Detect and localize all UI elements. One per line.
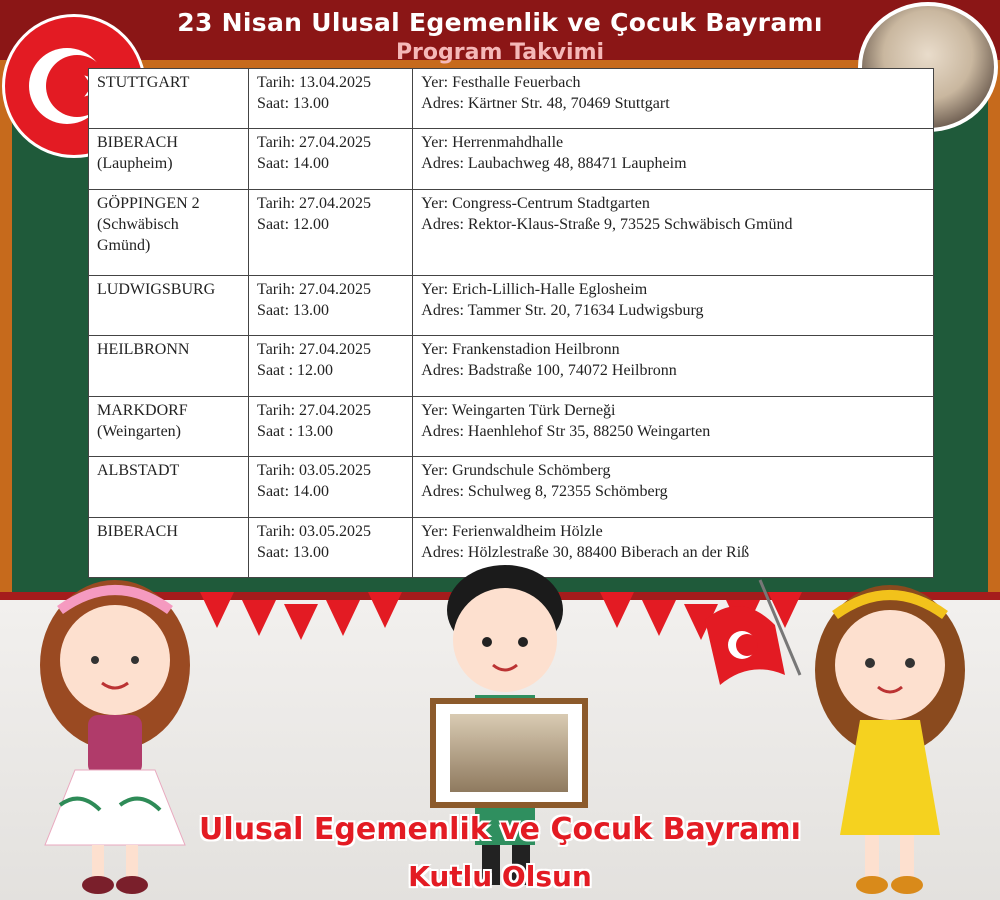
city-name: BIBERACH xyxy=(97,134,178,152)
venue-address: Adres: Kärtner Str. 48, 70469 Stuttgart xyxy=(421,95,670,112)
venue-cell xyxy=(413,129,934,189)
waving-flag-icon xyxy=(705,580,800,685)
event-date: Tarih: 13.04.2025 xyxy=(257,74,372,91)
venue-address: Adres: Tammer Str. 20, 71634 Ludwigsburg xyxy=(421,302,704,320)
date-time-cell xyxy=(249,457,413,517)
event-time: Saat: 14.00 xyxy=(257,483,330,501)
page-title: 23 Nisan Ulusal Egemenlik ve Çocuk Bayramı xyxy=(177,8,823,37)
city-name: STUTTGART xyxy=(97,74,190,91)
event-time: Saat: 12.00 xyxy=(257,215,330,233)
venue-address: Adres: Laubachweg 48, 88471 Laupheim xyxy=(421,155,687,173)
venue-address: Adres: Schulweg 8, 72355 Schömberg xyxy=(421,483,668,501)
city-cell xyxy=(89,336,249,396)
city-name: (Weingarten) xyxy=(97,422,181,440)
page-subtitle: Program Takvimi xyxy=(395,40,605,65)
schedule-table xyxy=(88,68,934,578)
event-date: Tarih: 27.04.2025 xyxy=(257,281,372,299)
city-name: (Schwäbisch xyxy=(97,215,179,233)
date-time-cell xyxy=(249,276,413,336)
date-time-cell xyxy=(249,69,413,129)
event-time: Saat: 13.00 xyxy=(257,302,330,320)
date-time-cell xyxy=(249,396,413,456)
date-time-cell xyxy=(249,517,413,577)
schedule-row xyxy=(89,276,934,336)
venue-name: Yer: Herrenmahdhalle xyxy=(421,134,564,152)
city-name: MARKDORF xyxy=(97,401,188,419)
venue-address: Adres: Hölzlestraße 30, 88400 Biberach an der Riß xyxy=(421,543,750,561)
venue-cell xyxy=(413,396,934,456)
photo-content xyxy=(450,714,568,792)
event-date: Tarih: 27.04.2025 xyxy=(257,194,372,212)
girl-left-illustration xyxy=(20,565,210,900)
venue-name: Yer: Erich-Lillich-Halle Eglosheim xyxy=(421,281,648,299)
footer-greeting: Ulusal Egemenlik ve Çocuk Bayramı xyxy=(199,812,801,847)
city-cell xyxy=(89,189,249,275)
event-time: Saat: 13.00 xyxy=(257,95,330,112)
event-date: Tarih: 27.04.2025 xyxy=(257,341,372,359)
schedule-row xyxy=(89,457,934,517)
city-name: (Laupheim) xyxy=(97,155,173,173)
left-bunting xyxy=(200,592,410,642)
city-name: Gmünd) xyxy=(97,236,151,254)
venue-name: Yer: Festhalle Feuerbach xyxy=(421,74,581,91)
venue-name: Yer: Grundschule Schömberg xyxy=(421,462,611,480)
date-time-cell xyxy=(249,336,413,396)
city-name: GÖPPINGEN 2 xyxy=(97,194,200,212)
schedule-row xyxy=(89,69,934,129)
schedule-row xyxy=(89,189,934,275)
event-date: Tarih: 27.04.2025 xyxy=(257,401,372,419)
schedule-row xyxy=(89,336,934,396)
venue-name: Yer: Ferienwaldheim Hölzle xyxy=(421,522,603,540)
schedule-row xyxy=(89,396,934,456)
venue-address: Adres: Haenhlehof Str 35, 88250 Weingarten xyxy=(421,422,711,440)
schedule-row xyxy=(89,129,934,189)
city-cell xyxy=(89,396,249,456)
venue-cell xyxy=(413,336,934,396)
city-name: BIBERACH xyxy=(97,522,178,540)
event-date: Tarih: 03.05.2025 xyxy=(257,462,372,480)
city-name: ALBSTADT xyxy=(97,462,180,480)
event-date: Tarih: 03.05.2025 xyxy=(257,522,372,540)
event-time: Saat : 12.00 xyxy=(257,362,334,380)
venue-cell xyxy=(413,69,934,129)
footer-greeting-line2: Kutlu Olsun xyxy=(408,860,592,893)
event-time: Saat : 13.00 xyxy=(257,422,334,440)
city-cell xyxy=(89,457,249,517)
event-date: Tarih: 27.04.2025 xyxy=(257,134,372,152)
venue-cell xyxy=(413,189,934,275)
city-name: LUDWIGSBURG xyxy=(97,281,216,299)
venue-name: Yer: Frankenstadion Heilbronn xyxy=(421,341,620,359)
venue-name: Yer: Congress-Centrum Stadtgarten xyxy=(421,194,650,212)
venue-address: Adres: Badstraße 100, 74072 Heilbronn xyxy=(421,362,677,380)
venue-name: Yer: Weingarten Türk Derneği xyxy=(421,401,616,419)
venue-cell xyxy=(413,276,934,336)
city-cell xyxy=(89,129,249,189)
date-time-cell xyxy=(249,189,413,275)
city-cell xyxy=(89,276,249,336)
venue-cell xyxy=(413,457,934,517)
city-name: HEILBRONN xyxy=(97,341,190,359)
venue-address: Adres: Rektor-Klaus-Straße 9, 73525 Schwäbisch Gmünd xyxy=(421,215,793,233)
date-time-cell xyxy=(249,129,413,189)
framed-photo xyxy=(430,698,588,808)
event-time: Saat: 13.00 xyxy=(257,543,330,561)
city-cell xyxy=(89,69,249,129)
event-time: Saat: 14.00 xyxy=(257,155,330,173)
girl-right-illustration xyxy=(700,565,1000,900)
